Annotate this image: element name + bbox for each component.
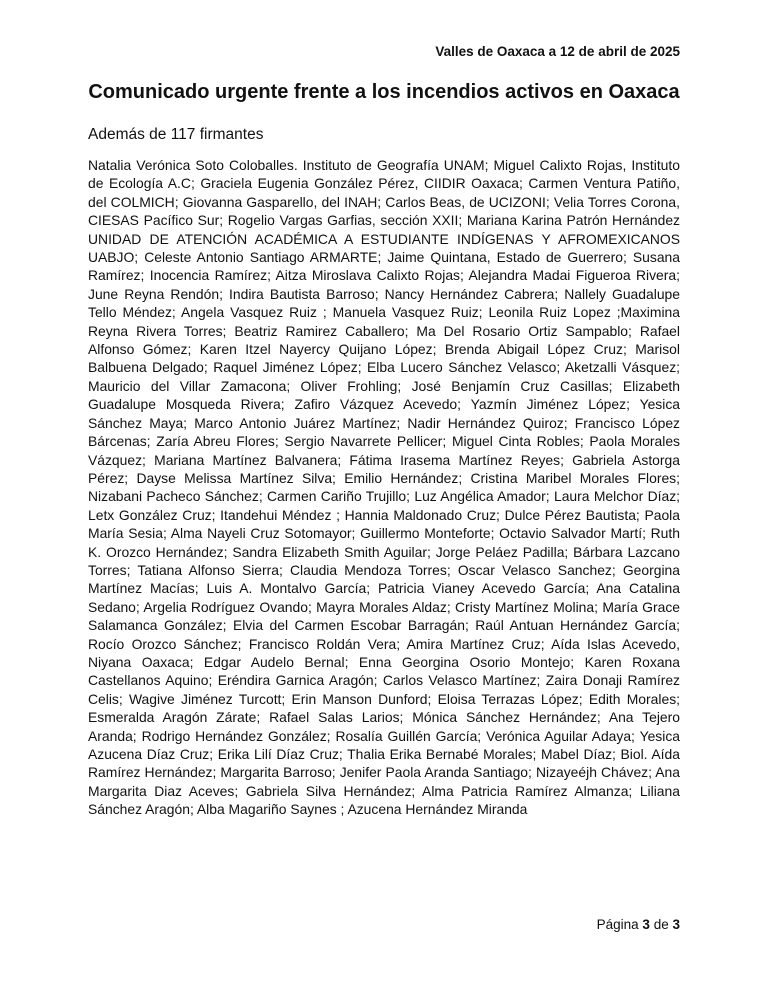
of-word: de bbox=[653, 917, 669, 932]
document-title: Comunicado urgente frente a los incendios activos en Oaxaca bbox=[88, 81, 680, 103]
page-word: Página bbox=[596, 917, 639, 932]
page-total: 3 bbox=[672, 917, 680, 932]
signatories-list: Natalia Verónica Soto Coloballes. Instituto de Geografía UNAM; Miguel Calixto Rojas, Instituto de Ecología A.C; Graciela Eugenia González Pérez, CIIDIR Oaxaca; Carmen Ventura Patiño, del COLMICH; Giovanna Gasparello, del INAH; Carlos Beas, de UCIZONI; Velia Torres Corona, CIESAS Pacífico Sur; Rogelio Vargas Garfias, sección XXII; Mariana Karina Patrón Hernández UNIDAD DE ATENCIÓN ACADÉMICA A ESTUDIANTE INDÍGENAS Y AFROMEXICANOS UABJO; Celeste Antonio Santiago ARMARTE; Jaime Quintana, Estado de Guerrero; Susana Ramírez; Inocencia Ramírez; Aitza Miroslava Calixto Rojas; Alejandra Madai Figueroa Rivera; June Reyna Rendón; Indira Bautista Barroso; Nancy Hernández Cabrera; Nallely Guadalupe Tello Méndez; Angela Vasquez Ruiz ; Manuela Vasquez Ruiz; Leonila Ruiz Lopez ;Maximina Reyna Rivera Torres; Beatriz Ramirez Caballero; Ma Del Rosario Ortiz Sampablo; Rafael Alfonso Gómez; Karen Itzel Nayercy Quijano López; Brenda Abigail López Cruz; Marisol Balbuena Delgado; Raquel Jiménez López; Elba Lucero Sánchez Velasco; Aketzalli Vásquez; Mauricio del Villar Zamacona; Oliver Frohling; José Benjamín Cruz Casillas; Elizabeth Guadalupe Mosqueda Rivera; Zafiro Vázquez Acevedo; Yazmín Jiménez López; Yesica Sánchez Maya; Marco Antonio Juárez Martínez; Nadir Hernández Quiroz; Francisco López Bárcenas; Zaría Abreu Flores; Sergio Navarrete Pellicer; Miguel Cinta Robles; Paola Morales Vázquez; Mariana Martínez Balvanera; Fátima Irasema Martínez Reyes; Gabriela Astorga Pérez; Dayse Melissa Martínez Silva; Emilio Hernández; Cristina Maribel Morales Flores; Nizabani Pacheco Sánchez; Carmen Cariño Trujillo; Luz Angélica Amador; Laura Melchor Díaz; Letx González Cruz; Itandehui Méndez ; Hannia Maldonado Cruz; Dulce Pérez Bautista; Paola María Sesia; Alma Nayeli Cruz Sotomayor; Guillermo Monteforte; Octavio Salvador Martí; Ruth K. Orozco Hernández; Sandra Elizabeth Smith Aguilar; Jorge Peláez Padilla; Bárbara Lazcano Torres; Tatiana Alfonso Sierra; Claudia Mendoza Torres; Oscar Velasco Sanchez; Georgina Martínez Macías; Luis A. Montalvo García; Patricia Vianey Acevedo García; Ana Catalina Sedano; Argelia Rodríguez Ovando; Mayra Morales Aldaz; Cristy Martínez Molina; María Grace Salamanca González; Elvia del Carmen Escobar Barragán; Raúl Antuan Hernández García; Rocío Orozco Sánchez; Francisco Roldán Vera; Amira Martínez Cruz; Aída Islas Acevedo, Niyana Oaxaca; Edgar Audelo Bernal; Enna Georgina Osorio Montejo; Karen Roxana Castellanos Aquino; Eréndira Garnica Aragón; Carlos Velasco Martínez; Zaira Donaji Ramírez Celis; Wagive Jiménez Turcott; Erin Manson Dunford; Eloisa Terrazas López; Edith Morales; Esmeralda Aragón Zárate; Rafael Salas Larios; Mónica Sánchez Hernández; Ana Tejero Aranda; Rodrigo Hernández González; Rosalía Guillén García; Verónica Aguilar Adaya; Yesica Azucena Díaz Cruz; Erika Lilí Díaz Cruz; Thalia Erika Bernabé Morales; Mabel Díaz; Biol. Aída Ramírez Hernández; Margarita Barroso; Jenifer Paola Aranda Santiago; Nizayeéjh Chávez; Ana Margarita Diaz Aceves; Gabriela Silva Hernández; Alma Patricia Ramírez Almanza; Liliana Sánchez Aragón; Alba Magariño Saynes ; Azucena Hernández Miranda bbox=[88, 157, 680, 818]
page-number bbox=[597, 917, 680, 932]
page-current: 3 bbox=[642, 917, 650, 932]
signatories-count: Además de 117 firmantes bbox=[88, 126, 264, 143]
date-line: Valles de Oaxaca a 12 de abril de 2025 bbox=[435, 44, 680, 59]
